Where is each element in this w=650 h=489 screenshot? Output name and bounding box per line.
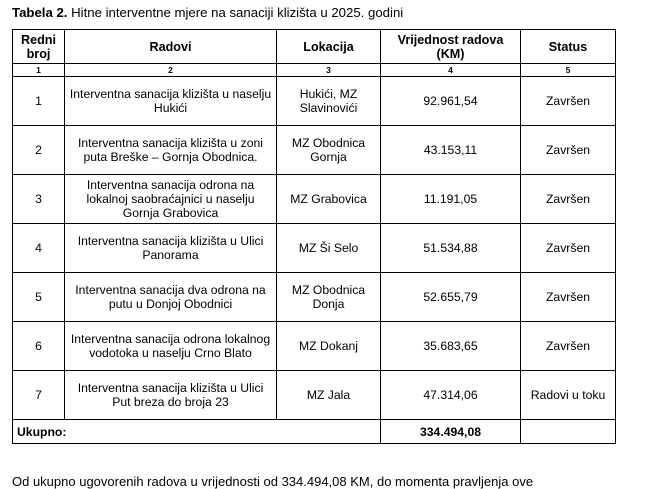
- column-number: 1: [13, 64, 65, 77]
- row-location: MZ Obodnica Donja: [277, 273, 381, 322]
- row-number: 5: [13, 273, 65, 322]
- row-location: MZ Jala: [277, 371, 381, 420]
- row-location: MZ Dokanj: [277, 322, 381, 371]
- row-value: 47.314,06: [381, 371, 521, 420]
- table-row: [13, 322, 616, 371]
- row-value: 43.153,11: [381, 126, 521, 175]
- row-location: MZ Grabovica: [277, 175, 381, 224]
- row-work: Interventna sanacija klizišta u Ulici Panorama: [65, 224, 277, 273]
- total-value: 334.494,08: [381, 420, 521, 444]
- table-caption-text: Hitne interventne mjere na sanaciji klizišta u 2025. godini: [67, 5, 404, 20]
- table-caption: [12, 5, 403, 20]
- row-work: Interventna sanacija dva odrona na putu u Donjoj Obodnici: [65, 273, 277, 322]
- column-number: 2: [65, 64, 277, 77]
- row-work: Interventna sanacija klizišta u Ulici Put breza do broja 23: [65, 371, 277, 420]
- row-status: Završen: [521, 322, 616, 371]
- row-number: 1: [13, 77, 65, 126]
- row-status: Radovi u toku: [521, 371, 616, 420]
- column-number-row: [13, 64, 616, 77]
- header-redni-broj: Redni broj: [13, 30, 65, 64]
- row-status: Završen: [521, 175, 616, 224]
- row-work: Interventna sanacija klizišta u zoni puta Breške – Gornja Obodnica.: [65, 126, 277, 175]
- following-paragraph: Od ukupno ugovorenih radova u vrijednosti od 334.494,08 KM, do momenta pravljenja ove: [12, 474, 534, 489]
- header-status: Status: [521, 30, 616, 64]
- works-table: [12, 29, 616, 444]
- column-number: 3: [277, 64, 381, 77]
- table-row: [13, 175, 616, 224]
- row-number: 3: [13, 175, 65, 224]
- row-location: MZ Obodnica Gornja: [277, 126, 381, 175]
- header-lokacija: Lokacija: [277, 30, 381, 64]
- row-location: Hukići, MZ Slavinovići: [277, 77, 381, 126]
- row-status: Završen: [521, 273, 616, 322]
- row-location: MZ Ši Selo: [277, 224, 381, 273]
- header-radovi: Radovi: [65, 30, 277, 64]
- row-value: 11.191,05: [381, 175, 521, 224]
- table-row: [13, 273, 616, 322]
- table-header-row: [13, 30, 616, 64]
- table-caption-label: Tabela 2.: [12, 5, 68, 20]
- total-status-empty: [521, 420, 616, 444]
- table-row: [13, 126, 616, 175]
- table-row: [13, 77, 616, 126]
- row-number: 4: [13, 224, 65, 273]
- row-status: Završen: [521, 224, 616, 273]
- header-vrijednost: Vrijednost radova (KM): [381, 30, 521, 64]
- row-work: Interventna sanacija klizišta u naselju Hukići: [65, 77, 277, 126]
- row-value: 52.655,79: [381, 273, 521, 322]
- total-label: Ukupno:: [13, 420, 381, 444]
- row-number: 6: [13, 322, 65, 371]
- row-work: Interventna sanacija odrona lokalnog vodotoka u naselju Crno Blato: [65, 322, 277, 371]
- row-work: Interventna sanacija odrona na lokalnoj saobraćajnici u naselju Gornja Grabovica: [65, 175, 277, 224]
- total-row: [13, 420, 616, 444]
- column-number: 4: [381, 64, 521, 77]
- table-row: [13, 224, 616, 273]
- row-status: Završen: [521, 77, 616, 126]
- row-number: 7: [13, 371, 65, 420]
- row-number: 2: [13, 126, 65, 175]
- row-value: 35.683,65: [381, 322, 521, 371]
- table-row: [13, 371, 616, 420]
- row-value: 51.534,88: [381, 224, 521, 273]
- row-status: Završen: [521, 126, 616, 175]
- row-value: 92.961,54: [381, 77, 521, 126]
- column-number: 5: [521, 64, 616, 77]
